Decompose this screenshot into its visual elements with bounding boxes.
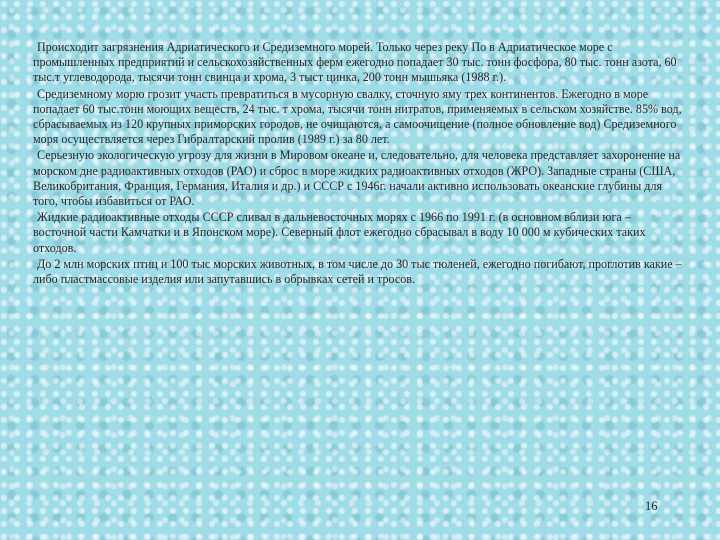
page-number: 16	[645, 499, 658, 513]
paragraph-ussr-liquid-waste: Жидкие радиоактивные отходы СССР сливал в дальневосточных морях с 1966 по 1991 г. (в основном вблизи юга – восточной части Камчатки и в Японском море). Северный флот ежегодно сбрасывал в воду 10 000 м кубических таких отходов.	[33, 210, 646, 255]
paragraph-mediterranean-threat: Средиземному морю грозит участь превратиться в мусорную свалку, сточную яму трех континентов. Ежегодно в море попадает 60 тыс.тонн моющих веществ, 24 тыс. т хрома, тысячи тонн нитратов, применяемых в сельском хозяйстве. 85% вод, сбрасываемых из 120 крупных приморских городов, не очищаются, а самоочищение (полное обновление вод) Средиземного моря осуществляется через Гибралтарский пролив (1989 г.) за 80 лет.	[33, 86, 682, 147]
paragraph-adriatic-pollution: Происходит загрязнения Адриатического и Средиземного морей. Только через реку По в Адриатическое море с промышленных предприятий и сельскохозяйственных ферм ежегодно попадает 30 тыс. тонн фосфора, 80 тыс. тонн азота, 60 тыс.т углеводорода, тысячи тонн свинца и хрома, 3 тыст цинка, 200 тонн мышьяка (1988 г.).	[33, 40, 677, 85]
paragraph-radioactive-waste: Серьезную экологическую угрозу для жизни в Мировом океане и, следовательно, для человека представляет захоронение на морском дне радиоактивных отходов (РАО) и сброс в море жидких радиоактивных отходов (ЖРО). Западные страны (США, Великобритания, Франция, Германия, Италия и др.) и СССР с 1946г. начали активно использовать океанские глубины для того, чтобы избавиться от РАО.	[33, 148, 681, 209]
paragraph-marine-animals: До 2 млн морских птиц и 100 тыс морских животных, в том числе до 30 тыс тюленей, ежегодно погибают, проглотив какие – либо пластмассовые изделия или запутавшись в обрывках сетей и тросов.	[33, 256, 682, 287]
slide-text-body	[33, 40, 685, 288]
